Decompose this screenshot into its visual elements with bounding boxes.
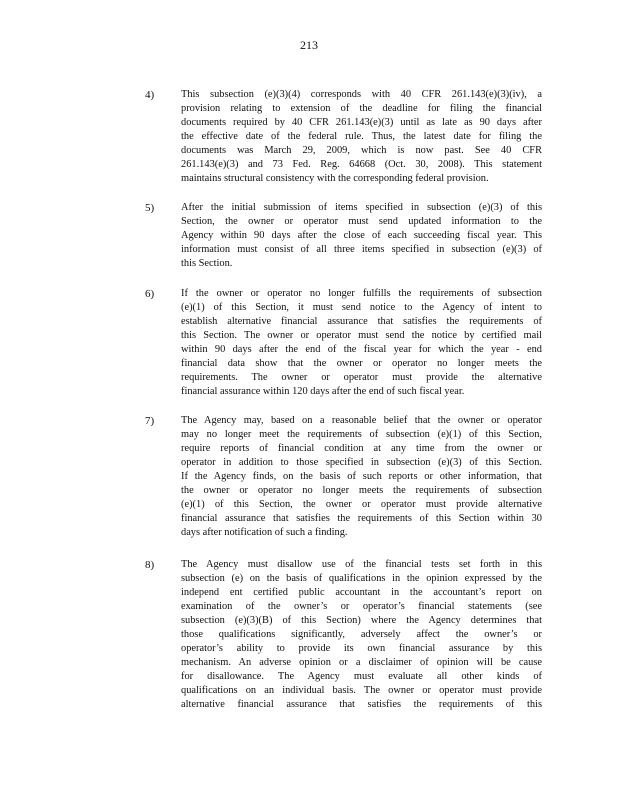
item-paragraph xyxy=(181,287,542,399)
paragraph-line: If the Agency finds, on the basis of such reports or other information, that xyxy=(181,471,542,482)
paragraph-line: 261.143(e)(3) and 73 Fed. Reg. 64668 (Oct. 30, 2008). This statement xyxy=(181,159,542,170)
paragraph-line: The Agency may, based on a reasonable belief that the owner or operator xyxy=(181,415,542,426)
paragraph-line: for disallowance. The Agency must evaluate all other kinds of xyxy=(181,671,542,682)
paragraph-line: (e)(1) of this Section, the owner or operator must provide alternative xyxy=(181,499,542,510)
paragraph-line: documents required by 40 CFR 261.143(e)(3) until as late as 90 days after xyxy=(181,117,542,128)
paragraph-line: may no longer meet the requirements of subsection (e)(1) of this Section, xyxy=(181,429,542,440)
paragraph-line: After the initial submission of items specified in subsection (e)(3) of this xyxy=(181,202,542,213)
paragraph-line: examination of the owner’s or operator’s financial statements (see xyxy=(181,601,542,612)
paragraph-line: operator’s ability to provide its own financial assurance by this xyxy=(181,643,542,654)
item-number: 5) xyxy=(145,202,155,214)
paragraph-line: within 90 days after the end of the fiscal year for which the year - end xyxy=(181,344,542,355)
paragraph-line: requirements. The owner or operator must provide the alternative xyxy=(181,372,542,383)
paragraph-line: this Section. The owner or operator must send the notice by certified mail xyxy=(181,330,542,341)
paragraph-line: (e)(1) of this Section, it must send notice to the Agency of intent to xyxy=(181,302,542,313)
item-number: 8) xyxy=(145,559,155,571)
item-paragraph xyxy=(181,201,542,271)
paragraph-line: those qualifications significantly, adversely affect the owner’s or xyxy=(181,629,542,640)
paragraph-line: subsection (e) on the basis of qualifications in the opinion expressed by the xyxy=(181,573,542,584)
paragraph-line: operator in addition to those specified in subsection (e)(3) of this Section. xyxy=(181,457,542,468)
paragraph-line: documents was March 29, 2009, which is now past. See 40 CFR xyxy=(181,145,542,156)
paragraph-line: subsection (e)(3)(B) of this Section) where the Agency determines that xyxy=(181,615,542,626)
paragraph-line: independ ent certified public accountant in the accountant’s report on xyxy=(181,587,542,598)
paragraph-line: The Agency must disallow use of the financial tests set forth in this xyxy=(181,559,542,570)
paragraph-line: Agency within 90 days after the close of each succeeding fiscal year. This xyxy=(181,230,542,241)
paragraph-line: the owner or operator no longer meets the requirements of subsection xyxy=(181,485,542,496)
page-number: 213 xyxy=(300,38,318,52)
paragraph-line: financial assurance within 120 days after the end of such fiscal year. xyxy=(181,386,465,397)
paragraph-line: If the owner or operator no longer fulfills the requirements of subsection xyxy=(181,288,542,299)
paragraph-line: qualifications on an individual basis. The owner or operator must provide xyxy=(181,685,542,696)
paragraph-line: the effective date of the federal rule. Thus, the latest date for filing the xyxy=(181,131,542,142)
paragraph-line: maintains structural consistency with the corresponding federal provision. xyxy=(181,173,489,184)
paragraph-line: days after notification of such a finding. xyxy=(181,527,348,538)
paragraph-line: mechanism. An adverse opinion or a disclaimer of opinion will be cause xyxy=(181,657,542,668)
paragraph-line: financial data show that the owner or operator no longer meets the xyxy=(181,358,542,369)
paragraph-line: provision relating to extension of the deadline for filing the financial xyxy=(181,103,542,114)
item-paragraph xyxy=(181,414,542,540)
item-paragraph xyxy=(181,558,542,712)
paragraph-line: financial assurance that satisfies the requirements of this Section within 30 xyxy=(181,513,542,524)
paragraph-line: require reports of financial condition at any time from the owner or xyxy=(181,443,542,454)
paragraph-line: this Section. xyxy=(181,258,233,269)
paragraph-line: This subsection (e)(3)(4) corresponds with 40 CFR 261.143(e)(3)(iv), a xyxy=(181,89,542,100)
item-paragraph xyxy=(181,88,542,186)
paragraph-line: Section, the owner or operator must send updated information to the xyxy=(181,216,542,227)
paragraph-line: information must consist of all three items specified in subsection (e)(3) of xyxy=(181,244,542,255)
item-number: 6) xyxy=(145,288,155,300)
paragraph-line: alternative financial assurance that satisfies the requirements of this xyxy=(181,699,542,710)
item-number: 7) xyxy=(145,415,155,427)
item-number: 4) xyxy=(145,89,155,101)
paragraph-line: establish alternative financial assurance that satisfies the requirements of xyxy=(181,316,542,327)
